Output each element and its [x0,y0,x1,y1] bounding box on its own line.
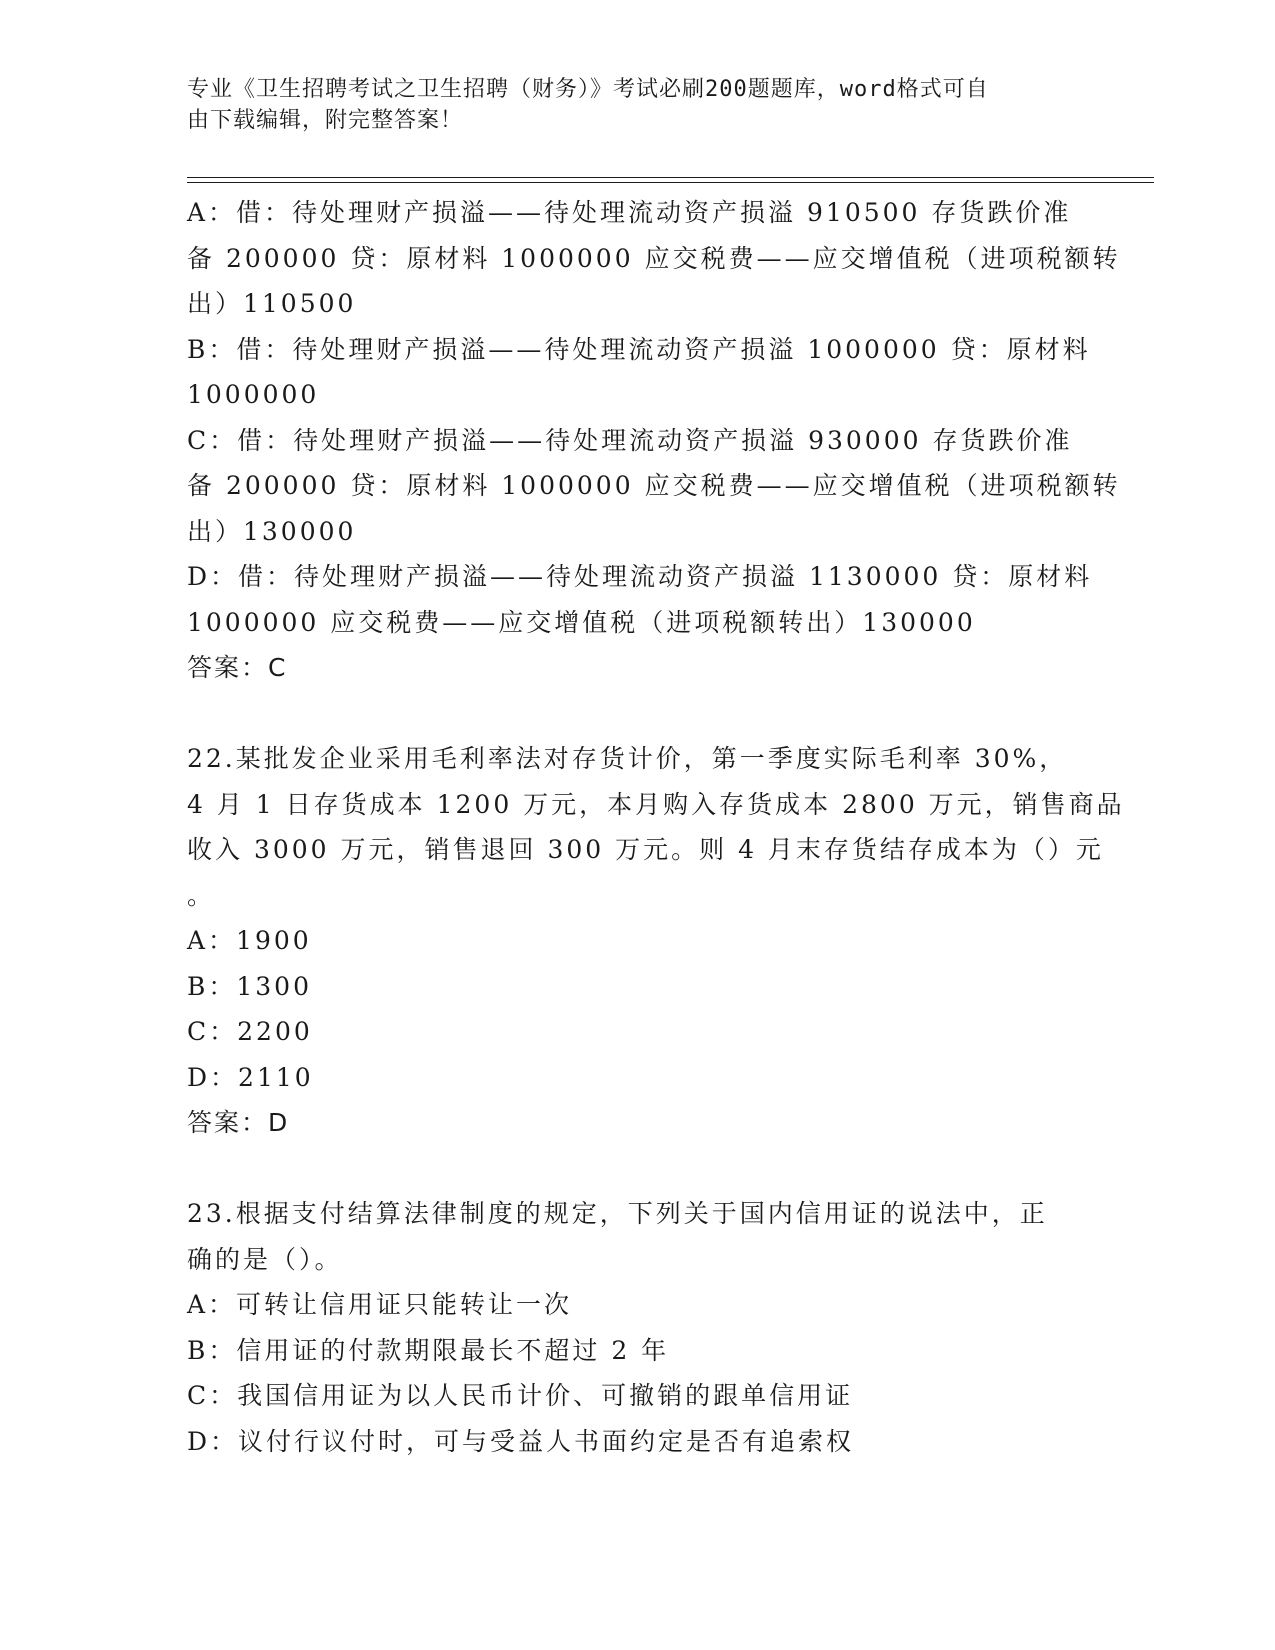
header-line-1: 专业《卫生招聘考试之卫生招聘（财务）》考试必刷200题题库，word格式可自 [187,77,989,102]
option-c: C：2200 [187,1017,313,1046]
option-b [187,327,1091,418]
question-stem-line: 22.某批发企业采用毛利率法对存货计价，第一季度实际毛利率 30%， [187,744,1068,773]
header-divider-top [187,177,1154,178]
option-b: B：信用证的付款期限最长不超过 2 年 [187,1335,670,1365]
option-d: D：议付行议付时，可与受益人书面约定是否有追索权 [187,1426,855,1456]
option-a: A：1900 [187,926,312,955]
option-line: 出）110500 [187,289,357,318]
question-22 [187,736,1125,1146]
spacer [187,691,1087,737]
question-stem-line: 。 [187,880,216,910]
option-d: D：2110 [187,1062,314,1092]
option-line: C：借：待处理财产损溢——待处理流动资产损溢 930000 存货跌价准 [187,425,1073,455]
question-stem-line: 确的是（）。 [187,1244,343,1274]
option-a: A：可转让信用证只能转让一次 [187,1290,573,1319]
option-line: 备 200000 贷：原材料 1000000 应交税费——应交增值税（进项税额转 [187,243,1121,273]
option-line: B：借：待处理财产损溢——待处理流动资产损溢 1000000 贷：原材料 [187,334,1091,364]
question-stem-line: 收入 3000 万元，销售退回 300 万元。则 4 月末存货结存成本为（）元 [187,835,1104,864]
question-stem-line: 4 月 1 日存货成本 1200 万元，本月购入存货成本 2800 万元，销售商品 [187,789,1125,819]
option-line: 出）130000 [187,516,357,546]
question-23 [187,1191,1087,1464]
option-line: D：借：待处理财产损溢——待处理流动资产损溢 1130000 贷：原材料 [187,562,1093,591]
option-c: C：我国信用证为以人民币计价、可撤销的跟单信用证 [187,1381,854,1410]
question-21-continued [187,190,1121,691]
option-line: 1000000 [187,380,320,409]
option-line: 1000000 应交税费——应交增值税（进项税额转出）130000 [187,607,976,637]
option-c [187,418,1121,555]
question-stem-line: 23.根据支付结算法律制度的规定，下列关于国内信用证的说法中，正 [187,1199,1048,1228]
document-body [187,190,1125,1464]
header-line-2: 由下载编辑，附完整答案！ [187,108,464,133]
spacer [187,1146,1087,1192]
document-header [187,74,1067,136]
answer-line: 答案：D [187,1108,290,1137]
option-line: 备 200000 贷：原材料 1000000 应交税费——应交增值税（进项税额转 [187,471,1121,500]
option-line: A：借：待处理财产损溢——待处理流动资产损溢 910500 存货跌价准 [187,198,1072,227]
answer-line: 答案：C [187,653,288,682]
option-d [187,554,1093,645]
option-a [187,190,1121,327]
header-divider-bottom [187,182,1154,183]
option-b: B：1300 [187,971,312,1001]
